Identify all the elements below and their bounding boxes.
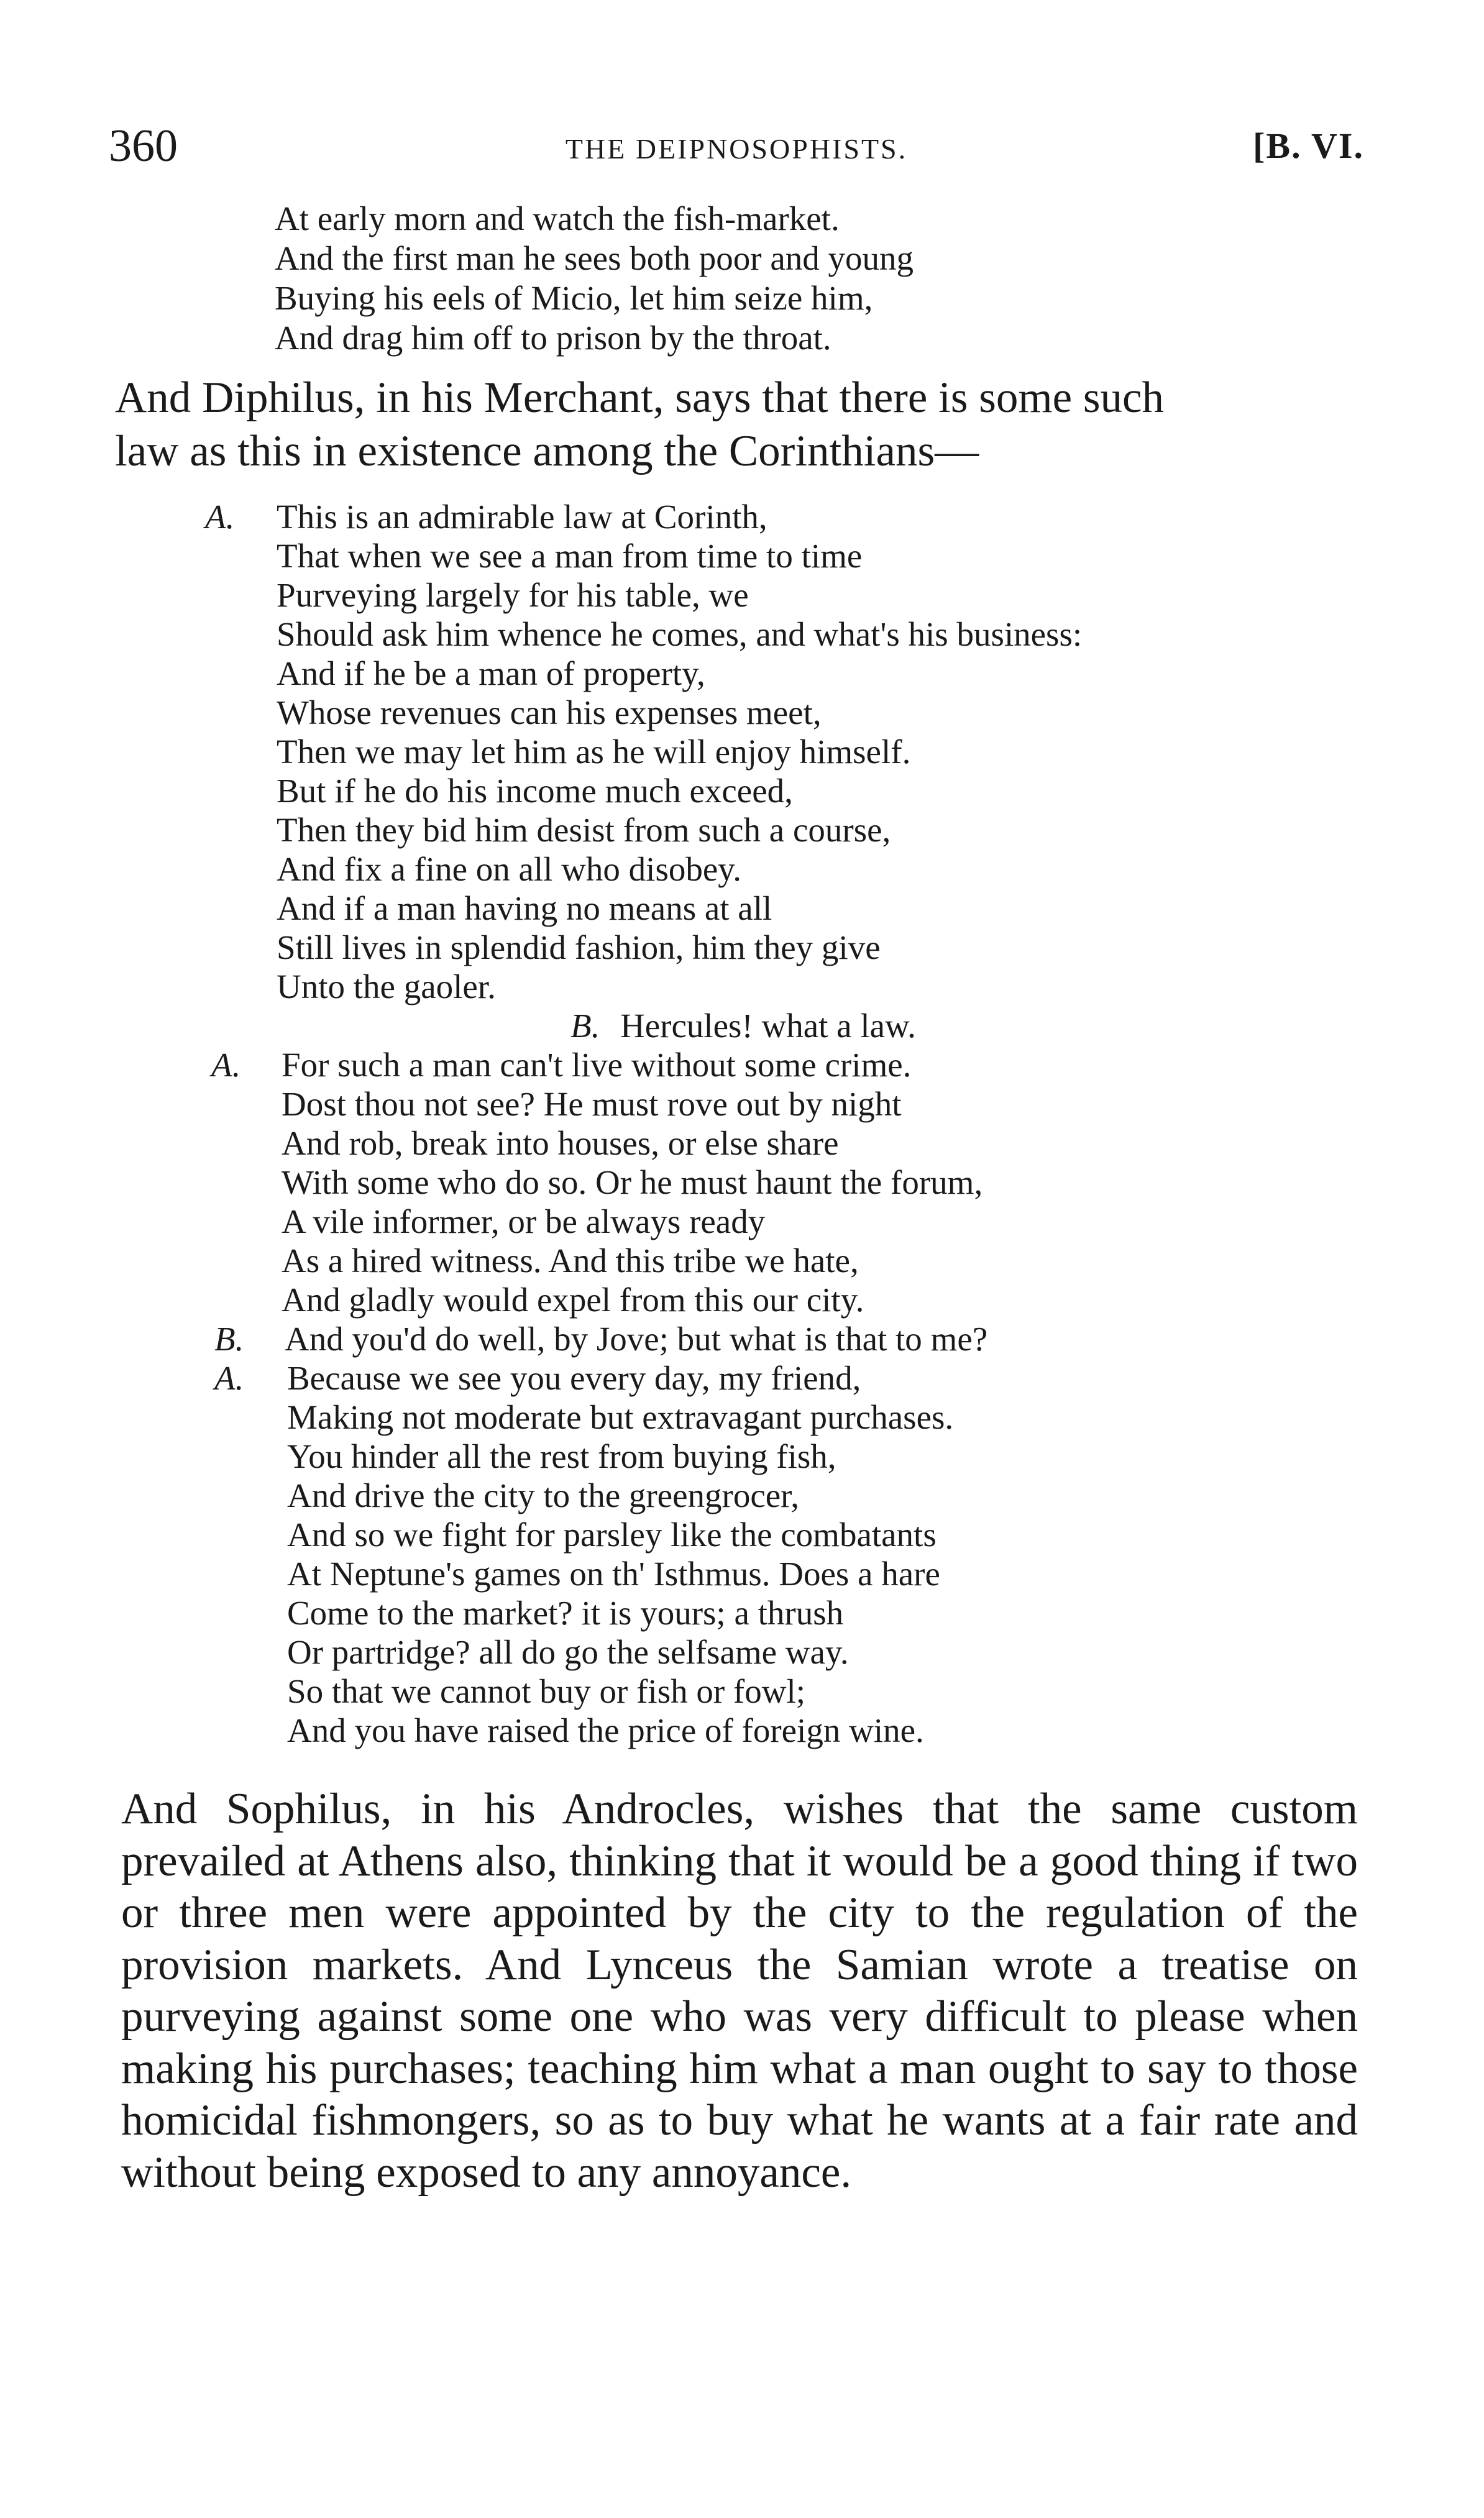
verse-line: And the first man he sees both poor and young [275,239,914,277]
dialogue-line: Unto the gaoler. [277,968,496,1005]
dialogue-line: With some who do so. Or he must haunt the forum, [282,1163,983,1201]
page-header [109,118,1364,174]
speaker-label: A. [214,1359,244,1397]
dialogue-line: Dost thou not see? He must rove out by night [282,1085,902,1123]
speaker-label: A. [205,498,235,536]
dialogue-line: Then they bid him desist from such a course, [277,811,891,849]
dialogue-line: You hinder all the rest from buying fish, [287,1437,836,1475]
dialogue-line: And you'd do well, by Jove; but what is that to me? [285,1320,988,1358]
verse-line: Buying his eels of Micio, let him seize him, [275,279,873,317]
dialogue-line: For such a man can't live without some crime. [282,1046,912,1084]
dialogue-line: And so we fight for parsley like the combatants [287,1516,937,1554]
dialogue-line: And rob, break into houses, or else share [282,1124,839,1162]
dialogue-line: At Neptune's games on th' Isthmus. Does a hare [287,1555,940,1593]
running-title: THE DEIPNOSOPHISTS. [565,133,908,165]
dialogue-line: And you have raised the price of foreign wine. [287,1711,924,1749]
dialogue-line: This is an admirable law at Corinth, [277,498,767,536]
section-reference: [B. VI. [1253,126,1364,166]
dialogue-line: And if he be a man of property, [277,654,705,692]
dialogue-line: Purveying largely for his table, we [277,576,749,614]
dialogue-line: Then we may let him as he will enjoy himself. [277,733,911,771]
dialogue-line: Or partridge? all do go the selfsame way. [287,1633,849,1671]
verse-line: And drag him off to prison by the throat. [275,319,831,357]
dialogue-line: And if a man having no means at all [277,889,772,927]
dialogue-line: Hercules! what a law. [620,1007,916,1045]
speaker-label: B. [214,1320,244,1358]
prose-line: law as this in existence among the Corinthians— [115,427,979,475]
dialogue-line: So that we cannot buy or fish or fowl; [287,1672,806,1710]
prose-line: And Diphilus, in his Merchant, says that there is some such [115,373,1164,422]
prose-paragraph: And Sophilus, in his Androcles, wishes that the same custom prevailed at Athens also, thinking that it would be a good thing if two or three men were appointed by the city to the regulation of the provision markets. And Lynceus the Samian wrote a treatise on purveying against some one who was very difficult to please when making his purchases; teaching him what a man ought to say to those homicidal fishmongers, so as to buy what he wants at a fair rate and without being exposed to any annoyance. [121,1785,1358,2197]
dialogue-line: Come to the market? it is yours; a thrush [287,1594,844,1632]
dialogue-line: Still lives in splendid fashion, him they give [277,928,881,966]
dialogue-line: Should ask him whence he comes, and what's his business: [277,615,1083,653]
dialogue-line: Making not moderate but extravagant purchases. [287,1398,954,1436]
speaker-label: B. [570,1007,600,1045]
dialogue-line: That when we see a man from time to time [277,537,863,575]
dialogue-line: And fix a fine on all who disobey. [277,850,741,888]
dialogue-line: And gladly would expel from this our city. [282,1281,864,1319]
dialogue-line: Whose revenues can his expenses meet, [277,694,822,731]
dialogue-line: But if he do his income much exceed, [277,772,793,810]
dialogue-line: As a hired witness. And this tribe we hate, [282,1242,859,1280]
dialogue-line: A vile informer, or be always ready [282,1202,766,1240]
dialogue-line: And drive the city to the greengrocer, [287,1476,800,1514]
verse-line: At early morn and watch the fish-market. [275,199,840,237]
dialogue-line: Because we see you every day, my friend, [287,1359,861,1397]
page-number: 360 [109,121,178,172]
speaker-label: A. [211,1046,241,1084]
